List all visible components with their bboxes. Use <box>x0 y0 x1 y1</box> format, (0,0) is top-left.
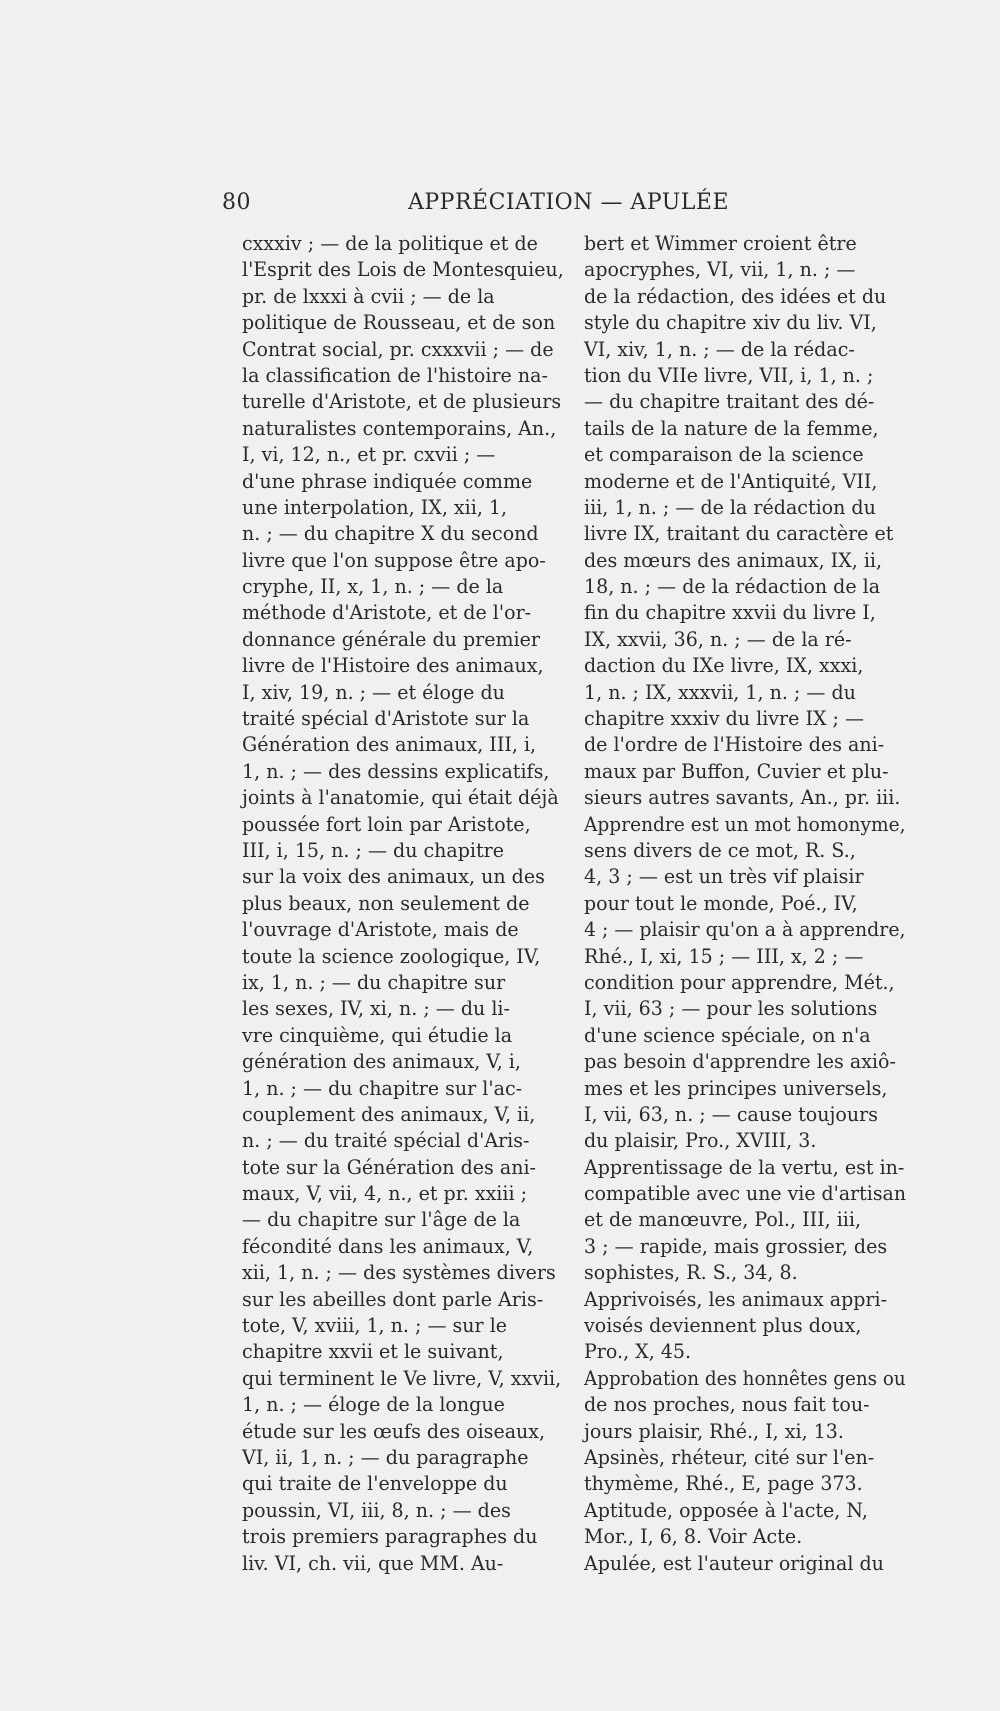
text-line: Mor., I, 6, 8. Voir Acte. <box>584 1525 803 1549</box>
text-line: sophistes, R. S., 34, 8. <box>584 1261 798 1285</box>
text-line: Approbation des honnêtes gens ou <box>584 1366 906 1390</box>
text-line: Rhé., I, xi, 15 ; — III, x, 2 ; — <box>584 944 864 968</box>
page-header <box>222 190 915 220</box>
text-line: maux, V, vii, 4, n., et pr. xxiii ; <box>242 1182 528 1206</box>
text-line: 3 ; — rapide, mais grossier, des <box>584 1234 888 1258</box>
text-line: pour tout le monde, Poé., IV, <box>584 891 858 915</box>
text-line: cxxxiv ; — de la politique et de <box>242 232 538 255</box>
text-line: chapitre xxxiv du livre IX ; — <box>584 707 865 731</box>
text-line: naturalistes contemporains, An., <box>242 416 557 440</box>
text-line: 1, n. ; — éloge de la longue <box>242 1393 505 1417</box>
text-line: 1, n. ; — des dessins explicatifs, <box>242 759 550 783</box>
text-line: Apprentissage de la vertu, est in- <box>584 1155 905 1179</box>
text-line: poussin, VI, iii, 8, n. ; — des <box>242 1498 511 1522</box>
text-line: plus beaux, non seulement de <box>242 891 530 915</box>
text-line: Contrat social, pr. cxxxvii ; — de <box>242 337 554 361</box>
text-line: 4, 3 ; — est un très vif plaisir <box>584 865 864 889</box>
text-line: des mœurs des animaux, IX, ii, <box>584 548 883 572</box>
text-line: traité spécial d'Aristote sur la <box>242 707 530 731</box>
text-line: thymème, Rhé., E, page 373. <box>584 1472 863 1496</box>
text-line: liv. VI, ch. vii, que MM. Au- <box>242 1551 504 1575</box>
text-line: la classification de l'histoire na- <box>242 363 548 387</box>
text-line: I, vii, 63 ; — pour les solutions <box>584 997 878 1021</box>
text-line: mes et les principes universels, <box>584 1076 888 1100</box>
text-line: Apsinès, rhéteur, cité sur l'en- <box>584 1445 875 1469</box>
text-line: tails de la nature de la femme, <box>584 416 879 440</box>
text-line: et comparaison de la science <box>584 443 864 467</box>
text-line: style du chapitre xiv du liv. VI, <box>584 311 877 335</box>
text-line: trois premiers paragraphes du <box>242 1525 538 1549</box>
text-line: sur les abeilles dont parle Aris- <box>242 1287 544 1311</box>
text-line: 1, n. ; — du chapitre sur l'ac- <box>242 1076 523 1100</box>
text-line: génération des animaux, V, i, <box>242 1050 521 1074</box>
text-line: qui terminent le Ve livre, V, xxvii, <box>242 1366 562 1390</box>
left-column <box>242 231 572 1577</box>
text-line: l'Esprit des Lois de Montesquieu, <box>242 258 564 282</box>
text-line: fécondité dans les animaux, V, <box>242 1234 534 1258</box>
text-line: du plaisir, Pro., XVIII, 3. <box>584 1129 817 1153</box>
text-line: I, vi, 12, n., et pr. cxvii ; — <box>242 443 496 467</box>
text-line: méthode d'Aristote, et de l'or- <box>242 601 532 625</box>
text-line: Pro., X, 45. <box>584 1340 692 1364</box>
text-line: bert et Wimmer croient être <box>584 232 857 255</box>
text-line: politique de Rousseau, et de son <box>242 311 556 335</box>
text-line: livre que l'on suppose être apo- <box>242 548 546 572</box>
text-line: Apprendre est un mot homonyme, <box>584 812 906 836</box>
text-line: n. ; — du chapitre X du second <box>242 522 539 546</box>
text-line: joints à l'anatomie, qui était déjà <box>242 786 559 810</box>
text-line: livre IX, traitant du caractère et <box>584 522 894 546</box>
text-line: 4 ; — plaisir qu'on a à apprendre, <box>584 918 906 942</box>
text-line: toute la science zoologique, IV, <box>242 944 541 968</box>
text-line: vre cinquième, qui étudie la <box>242 1023 513 1047</box>
text-line: I, vii, 63, n. ; — cause toujours <box>584 1102 878 1126</box>
text-line: apocryphes, VI, vii, 1, n. ; — <box>584 258 856 282</box>
text-line: moderne et de l'Antiquité, VII, <box>584 469 878 493</box>
text-line: — du chapitre sur l'âge de la <box>242 1208 521 1232</box>
text-line: condition pour apprendre, Mét., <box>584 970 895 994</box>
text-line: Apprivoisés, les animaux appri- <box>584 1287 888 1311</box>
text-line: de nos proches, nous fait tou- <box>584 1393 870 1417</box>
text-line: IX, xxvii, 36, n. ; — de la ré- <box>584 627 852 651</box>
text-line: 18, n. ; — de la rédaction de la <box>584 575 881 599</box>
text-line: une interpolation, IX, xii, 1, <box>242 495 508 519</box>
text-line: sieurs autres savants, An., pr. iii. <box>584 786 901 810</box>
running-title: APPRÉCIATION — APULÉE <box>407 190 730 215</box>
text-line: voisés deviennent plus doux, <box>584 1314 862 1338</box>
text-line: jours plaisir, Rhé., I, xi, 13. <box>584 1419 844 1443</box>
text-line: chapitre xxvii et le suivant, <box>242 1340 504 1364</box>
text-line: daction du IXe livre, IX, xxxi, <box>584 654 864 678</box>
text-line: et de manœuvre, Pol., III, iii, <box>584 1208 862 1232</box>
text-line: 1, n. ; IX, xxxvii, 1, n. ; — du <box>584 680 856 704</box>
text-line: maux par Buffon, Cuvier et plu- <box>584 759 889 783</box>
text-line: tote sur la Génération des ani- <box>242 1155 536 1179</box>
text-line: VI, ii, 1, n. ; — du paragraphe <box>242 1445 529 1469</box>
text-line: ix, 1, n. ; — du chapitre sur <box>242 970 506 994</box>
text-line: couplement des animaux, V, ii, <box>242 1102 536 1126</box>
text-line: Aptitude, opposée à l'acte, N, <box>584 1498 868 1522</box>
text-line: iii, 1, n. ; — de la rédaction du <box>584 495 876 519</box>
text-line: — du chapitre traitant des dé- <box>584 390 875 414</box>
text-line: tion du VIIe livre, VII, i, 1, n. ; <box>584 363 874 387</box>
text-line: l'ouvrage d'Aristote, mais de <box>242 918 519 942</box>
text-line: fin du chapitre xxvii du livre I, <box>584 601 876 625</box>
text-line: d'une science spéciale, on n'a <box>584 1023 871 1047</box>
text-line: livre de l'Histoire des animaux, <box>242 654 544 678</box>
text-line: sur la voix des animaux, un des <box>242 865 545 889</box>
text-line: I, xiv, 19, n. ; — et éloge du <box>242 680 505 704</box>
text-line: d'une phrase indiquée comme <box>242 469 533 493</box>
text-line: les sexes, IV, xi, n. ; — du li- <box>242 997 510 1021</box>
right-column <box>584 231 914 1577</box>
text-line: étude sur les œufs des oiseaux, <box>242 1419 546 1443</box>
text-line: donnance générale du premier <box>242 627 541 651</box>
text-line: de l'ordre de l'Histoire des ani- <box>584 733 885 757</box>
text-line: pas besoin d'apprendre les axiô- <box>584 1050 896 1074</box>
text-line: de la rédaction, des idées et du <box>584 284 887 308</box>
text-line: n. ; — du traité spécial d'Aris- <box>242 1129 530 1153</box>
text-line: III, i, 15, n. ; — du chapitre <box>242 838 505 862</box>
page-number: 80 <box>222 190 251 215</box>
text-line: Apulée, est l'auteur original du <box>584 1551 884 1575</box>
text-line: qui traite de l'enveloppe du <box>242 1472 508 1496</box>
text-line: tote, V, xviii, 1, n. ; — sur le <box>242 1314 508 1338</box>
text-line: xii, 1, n. ; — des systèmes divers <box>242 1261 556 1285</box>
text-line: Génération des animaux, III, i, <box>242 733 537 757</box>
text-line: VI, xiv, 1, n. ; — de la rédac- <box>584 337 855 361</box>
text-line: cryphe, II, x, 1, n. ; — de la <box>242 575 504 599</box>
text-line: compatible avec une vie d'artisan <box>584 1182 906 1206</box>
text-line: sens divers de ce mot, R. S., <box>584 838 856 862</box>
text-line: pr. de lxxxi à cvii ; — de la <box>242 284 495 308</box>
text-line: turelle d'Aristote, et de plusieurs <box>242 390 562 414</box>
text-line: poussée fort loin par Aristote, <box>242 812 531 836</box>
